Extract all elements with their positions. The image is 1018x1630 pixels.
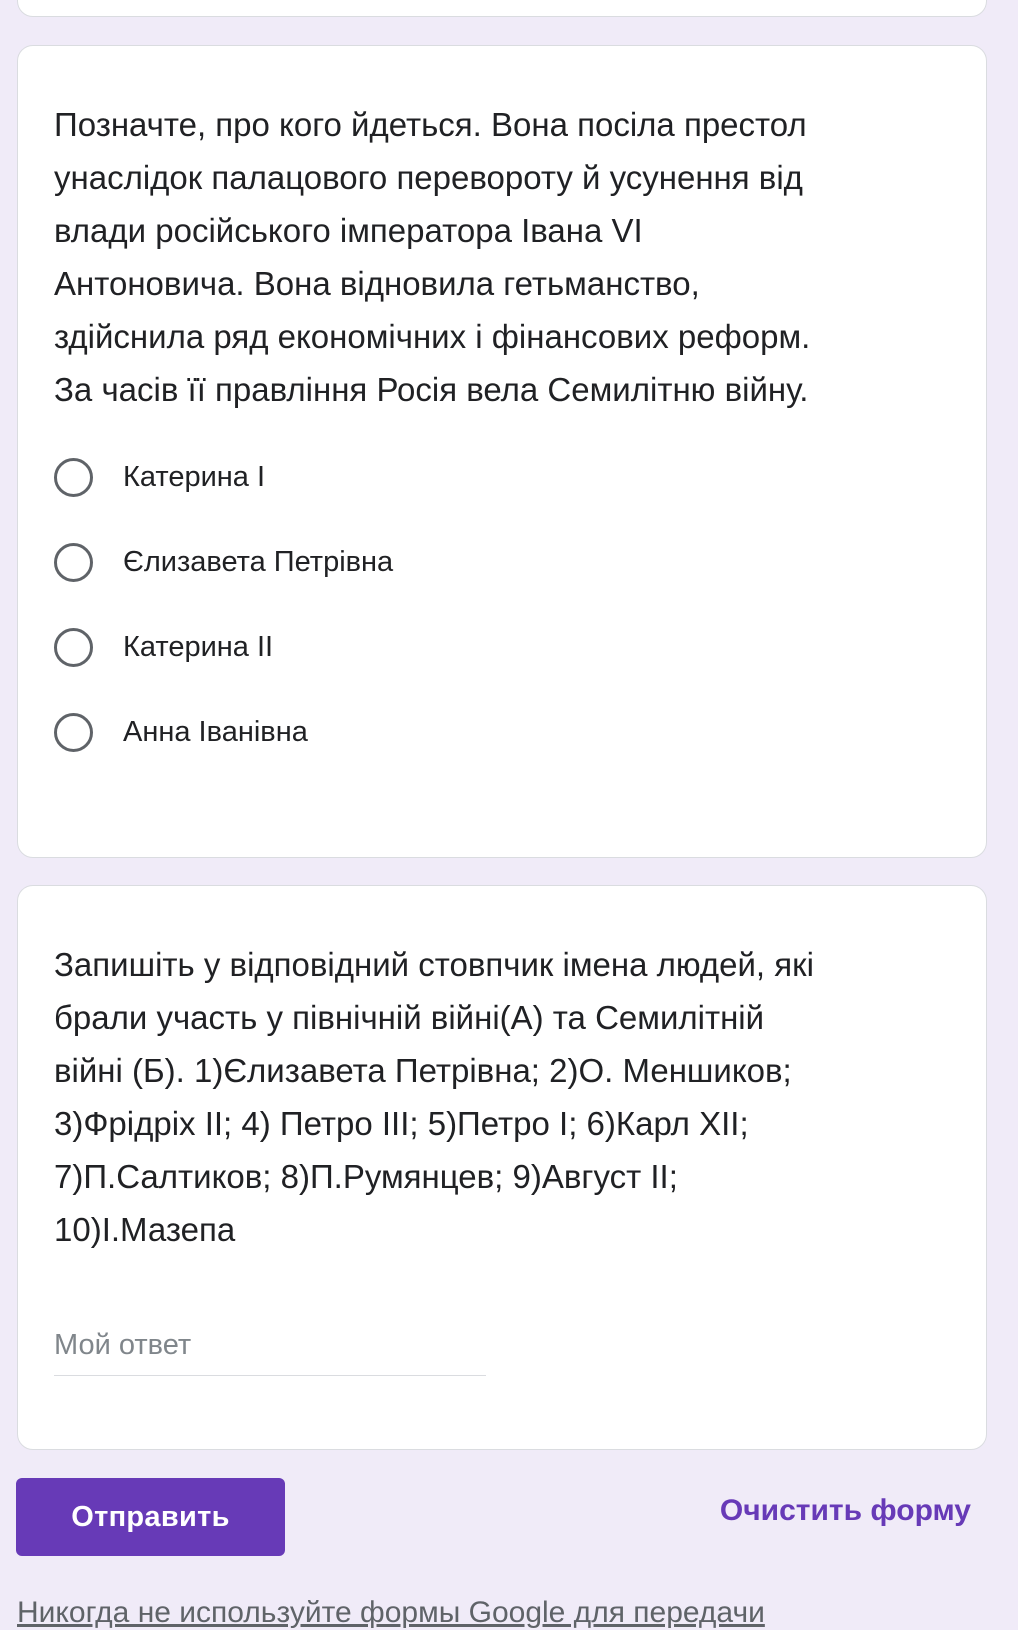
radio-button[interactable]	[54, 543, 93, 582]
question-2-line: війні (Б). 1)Єлизавета Петрівна; 2)О. Меншиков;	[54, 1052, 792, 1089]
question-2-line: 3)Фрідріх II; 4) Петро III; 5)Петро I; 6)Карл XII;	[54, 1105, 749, 1142]
clear-form-button[interactable]: Очистить форму	[719, 1494, 971, 1527]
option-label: Єлизавета Петрівна	[123, 545, 394, 578]
question-1-line: Позначте, про кого йдеться. Вона посіла престол	[54, 106, 807, 143]
option-kateryna-2[interactable]	[54, 622, 273, 672]
radio-button[interactable]	[54, 713, 93, 752]
radio-button[interactable]	[54, 458, 93, 497]
question-1-line: здійснила ряд економічних і фінансових реформ.	[54, 318, 811, 355]
question-1-line: унаслідок палацового перевороту й усунення від	[54, 159, 803, 196]
question-2-line: 10)І.Мазепа	[54, 1211, 236, 1248]
question-2-line: 7)П.Салтиков; 8)П.Румянцев; 9)Август II;	[54, 1158, 678, 1195]
answer-input[interactable]	[54, 1315, 486, 1376]
radio-button[interactable]	[54, 628, 93, 667]
option-yelyzaveta-petrivna[interactable]	[54, 537, 393, 587]
question-2-line: брали участь у північній війні(А) та Семилітній	[54, 999, 765, 1036]
option-label: Анна Іванівна	[123, 715, 308, 748]
question-1-line: Антоновича. Вона відновила гетьманство,	[54, 265, 700, 302]
question-1-line: влади російського імператора Івана VI	[54, 212, 643, 249]
option-label: Катерина I	[123, 460, 266, 493]
option-label: Катерина II	[123, 630, 274, 663]
question-1-text	[54, 98, 978, 416]
submit-button[interactable]: Отправить	[16, 1478, 285, 1556]
footer-warning: Никогда не используйте формы Google для передачи	[17, 1596, 765, 1629]
previous-question-card	[17, 0, 987, 17]
option-anna-ivanivna[interactable]	[54, 707, 308, 757]
question-1-line: За часів її правління Росія вела Семилітню війну.	[54, 371, 809, 408]
question-2-text	[54, 938, 978, 1256]
option-kateryna-1[interactable]	[54, 452, 265, 502]
question-2-line: Запишіть у відповідний стовпчик імена людей, які	[54, 946, 814, 983]
